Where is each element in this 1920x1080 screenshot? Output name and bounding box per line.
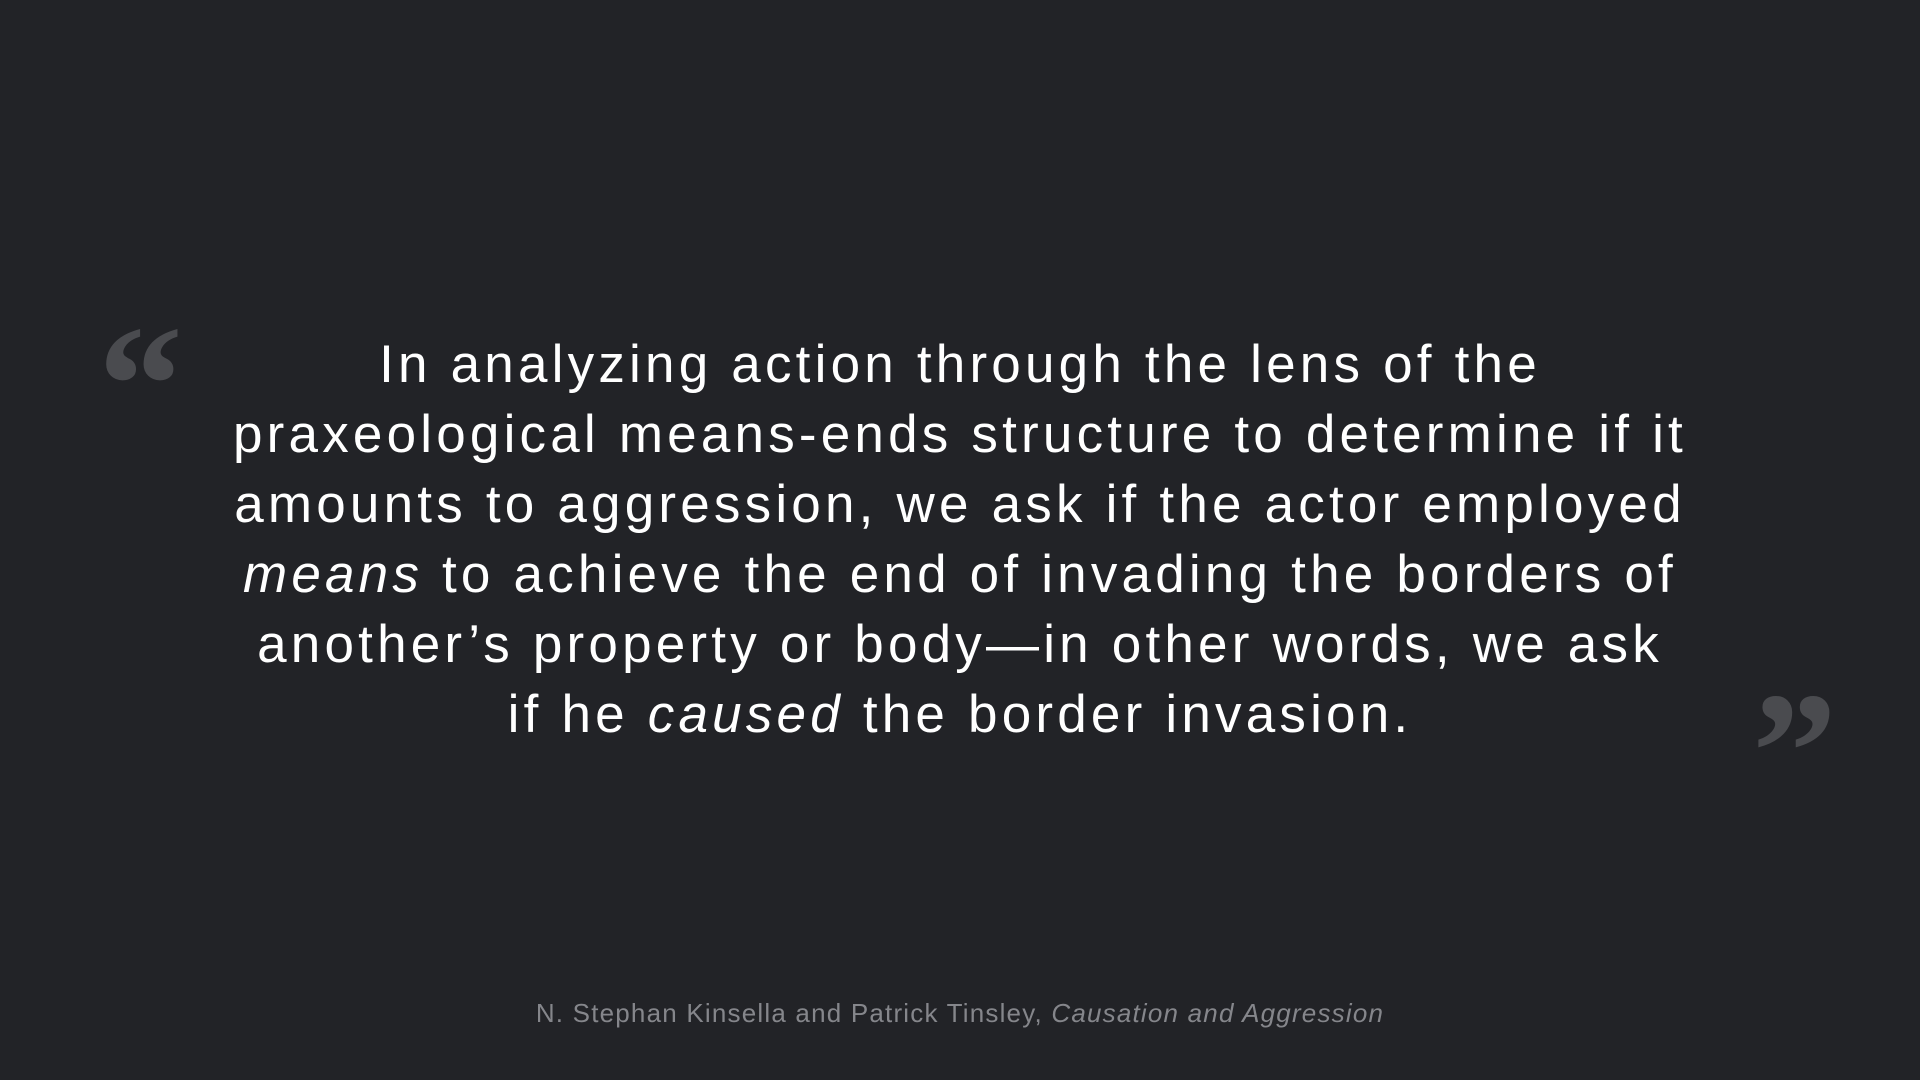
open-quote-icon: “	[98, 291, 183, 479]
attribution	[0, 998, 1920, 1029]
quote-line-6-rest: the border invasion.	[843, 685, 1413, 744]
quote-line-4	[195, 540, 1725, 610]
quote-line-6-pre: if he	[507, 685, 648, 744]
quote-line-1: In analyzing action through the lens of the	[379, 335, 1541, 394]
attribution-authors: N. Stephan Kinsella and Patrick Tinsley,	[535, 998, 1052, 1028]
quote-line-6	[195, 680, 1725, 750]
quote-line-3: amounts to aggression, we ask if the actor employed	[234, 475, 1686, 534]
attribution-work-title: Causation and Aggression	[1051, 998, 1385, 1028]
quote-emphasis-means: means	[242, 545, 424, 604]
close-quote-icon: ”	[1752, 658, 1837, 846]
quote-text	[195, 330, 1725, 750]
quote-emphasis-caused: caused	[647, 685, 844, 744]
quote-line-5: another’s property or body—in other words, we ask	[257, 615, 1663, 674]
quote-line-4-rest: to achieve the end of invading the borders of	[423, 545, 1677, 604]
quote-line-2: praxeological means-ends structure to determine if it	[233, 405, 1687, 464]
